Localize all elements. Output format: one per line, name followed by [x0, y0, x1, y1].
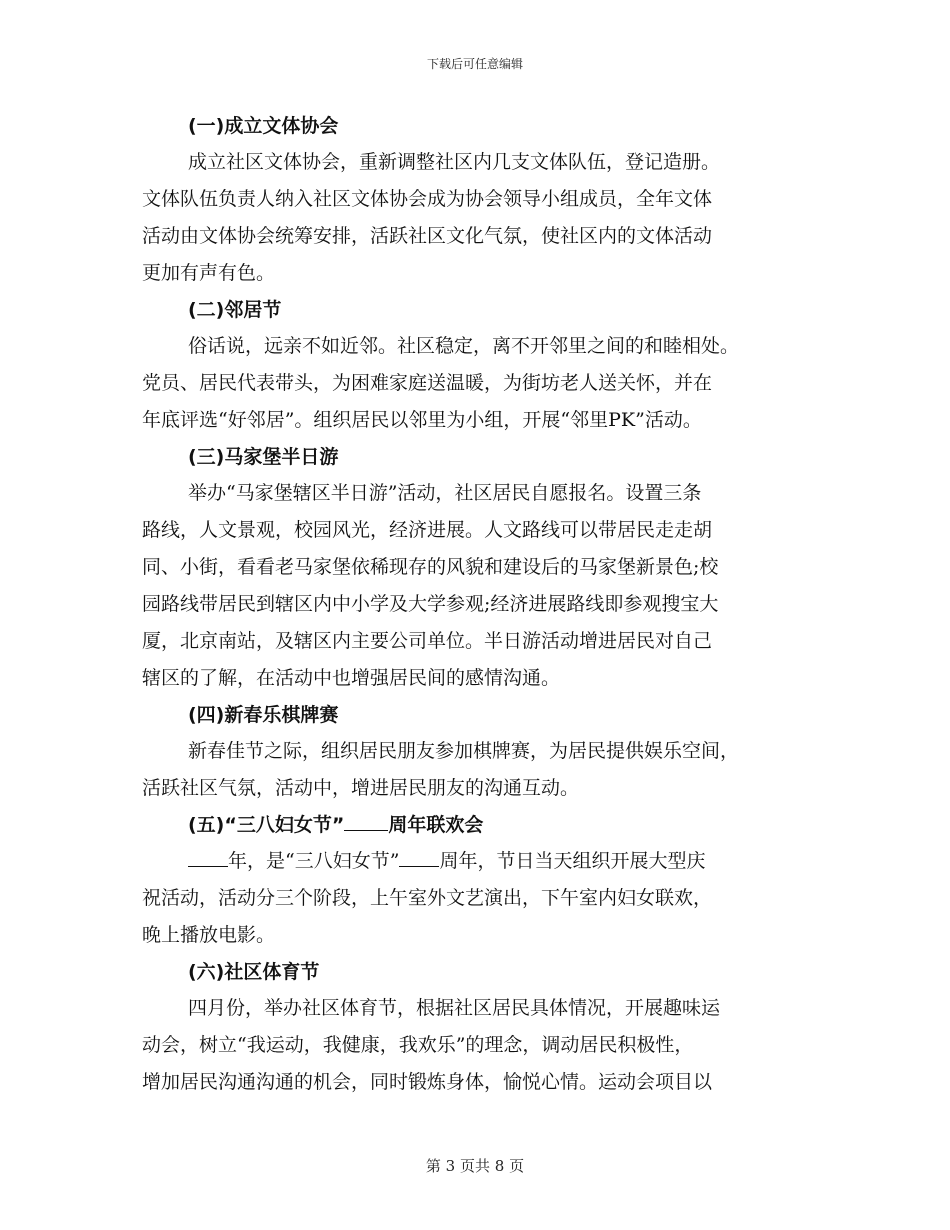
text-line: 辖区的了解，在活动中也增强居民间的感情沟通。: [142, 667, 561, 689]
text-line: 文体队伍负责人纳入社区文体协会成为协会领导小组成员，全年文体: [142, 188, 713, 210]
paragraph: [142, 144, 822, 292]
section-heading: (二)邻居节: [188, 299, 282, 321]
document-body: [142, 108, 822, 1101]
text-line: 党员、居民代表带头，为困难家庭送温暖，为街坊老人送关怀，并在: [142, 372, 713, 394]
paragraph: [142, 475, 822, 697]
section-heading: [142, 807, 822, 843]
text-line: 四月份，举办社区体育节，根据社区居民具体情况，开展趣味运: [188, 997, 721, 1019]
text-line: 晚上播放电影。: [142, 924, 276, 946]
text-line: 祝活动，活动分三个阶段，上午室外文艺演出，下午室内妇女联欢，: [142, 887, 713, 909]
text-line: 园路线带居民到辖区内中小学及大学参观;经济进展路线即参观搜宝大: [142, 593, 719, 615]
fill-in-blank: [188, 844, 228, 867]
paragraph: [142, 990, 822, 1101]
text-line: 活动由文体协会统筹安排，活跃社区文化气氛，使社区内的文体活动: [142, 225, 713, 247]
text-line: 更加有声有色。: [142, 262, 276, 284]
paragraph: [142, 733, 822, 807]
text-line: 成立社区文体协会，重新调整社区内几支文体队伍，登记造册。: [188, 151, 721, 173]
section-heading: (一)成立文体协会: [188, 115, 339, 137]
text-line: 年底评选“好邻居”。组织居民以邻里为小组，开展“邻里PK”活动。: [142, 409, 702, 431]
text-line: 同、小街，看看老马家堡依稀现存的风貌和建设后的马家堡新景色;校: [142, 556, 719, 578]
text-line: 新春佳节之际，组织居民朋友参加棋牌赛，为居民提供娱乐空间，: [188, 740, 740, 762]
paragraph: [142, 328, 822, 439]
fill-in-blank: [344, 808, 388, 831]
heading-text: 周年联欢会: [388, 814, 484, 836]
text-line: 动会，树立“我运动，我健康，我欢乐”的理念，调动居民积极性，: [142, 1034, 694, 1056]
text-line: 厦，北京南站，及辖区内主要公司单位。半日游活动增进居民对自己: [142, 630, 713, 652]
text-line: 举办“马家堡辖区半日游”活动，社区居民自愿报名。设置三条: [188, 482, 702, 504]
page-footer: 第 3 页共 8 页: [425, 1157, 525, 1175]
text-fragment: 周年，节日当天组织开展大型庆: [439, 850, 706, 872]
text-line: [142, 843, 822, 880]
section-heading: (三)马家堡半日游: [188, 446, 339, 468]
fill-in-blank: [399, 844, 439, 867]
text-line: 活跃社区气氛，活动中，增进居民朋友的沟通互动。: [142, 777, 580, 799]
section-heading: (六)社区体育节: [188, 961, 320, 983]
heading-text: (五)“三八妇女节”: [188, 814, 345, 836]
text-line: 俗话说，远亲不如近邻。社区稳定，离不开邻里之间的和睦相处。: [188, 335, 740, 357]
paragraph: [142, 843, 822, 954]
section-heading: (四)新春乐棋牌赛: [188, 704, 339, 726]
text-line: 路线，人文景观，校园风光，经济进展。人文路线可以带居民走走胡: [142, 519, 713, 541]
page-header: 下载后可任意编辑: [426, 57, 523, 71]
text-fragment: 年，是“三八妇女节”: [228, 850, 400, 872]
text-line: 增加居民沟通沟通的机会，同时锻炼身体，愉悦心情。运动会项目以: [142, 1071, 713, 1093]
